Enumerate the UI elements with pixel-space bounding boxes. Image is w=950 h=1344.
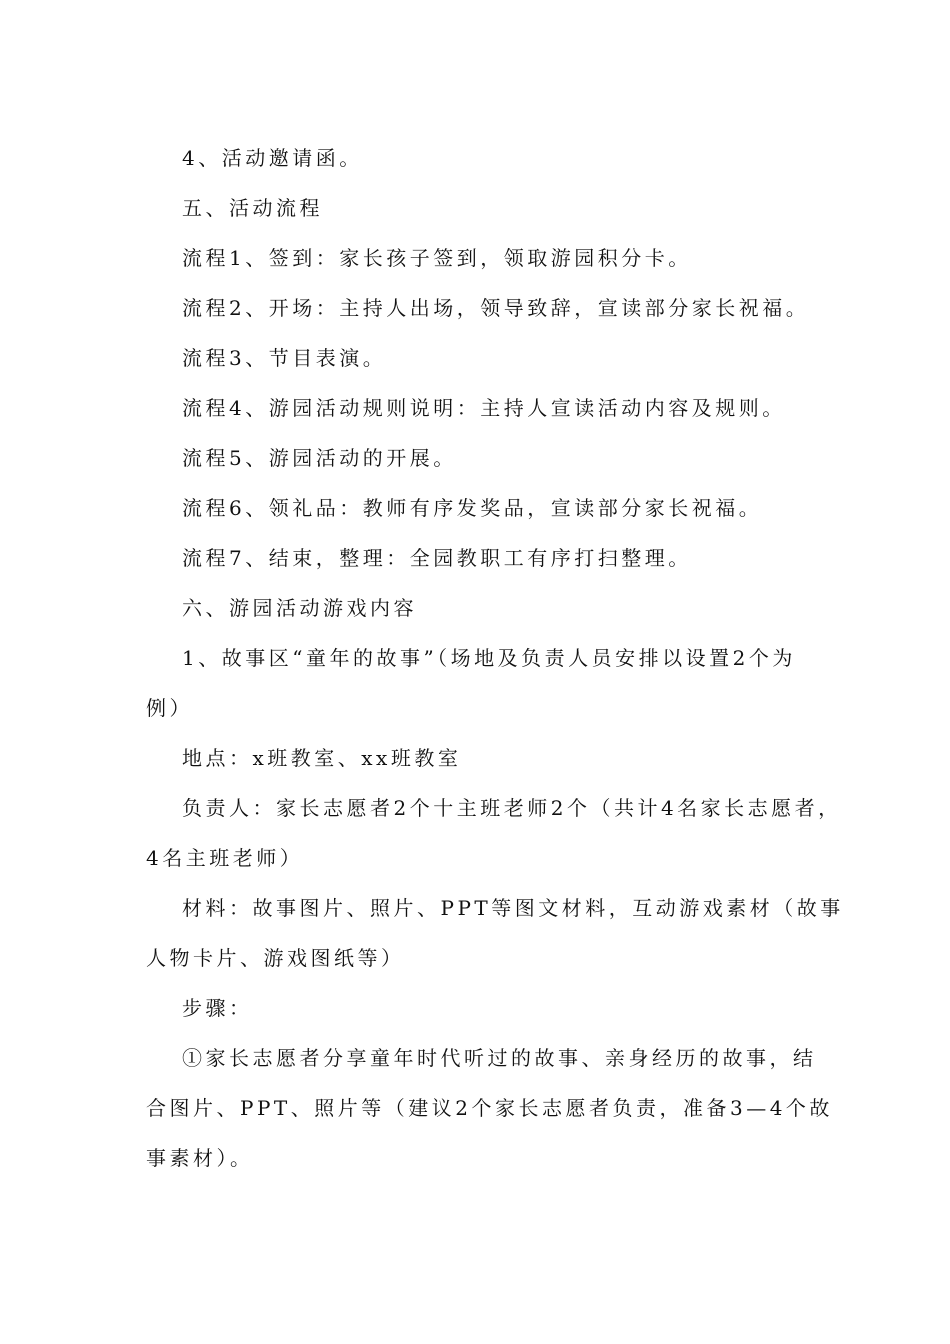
story-area-staff: 负责人：家长志愿者2个十主班老师2个（共计4名家长志愿者， bbox=[182, 796, 842, 820]
story-area-step-1-cont: 合图片、PPT、照片等（建议2个家长志愿者负责，准备3—4个故 bbox=[146, 1096, 833, 1120]
process-step-3: 流程3、节目表演。 bbox=[182, 346, 387, 370]
section-heading-games: 六、游园活动游戏内容 bbox=[182, 596, 417, 620]
process-step-2: 流程2、开场：主持人出场，领导致辞，宣读部分家长祝福。 bbox=[182, 296, 810, 320]
story-area-materials: 材料：故事图片、照片、PPT等图文材料，互动游戏素材（故事 bbox=[182, 896, 844, 920]
story-area-step-1-cont-2: 事素材）。 bbox=[146, 1146, 254, 1170]
section-heading-process: 五、活动流程 bbox=[182, 196, 323, 220]
story-area-materials-cont: 人物卡片、游戏图纸等） bbox=[146, 946, 405, 970]
story-area-location: 地点：x班教室、xx班教室 bbox=[182, 746, 462, 770]
process-step-6: 流程6、领礼品：教师有序发奖品，宣读部分家长祝福。 bbox=[182, 496, 763, 520]
story-area-title: 1、故事区“童年的故事”（场地及负责人员安排以设置2个为 bbox=[182, 646, 796, 670]
item-invitation: 4、活动邀请函。 bbox=[182, 146, 363, 170]
document-body bbox=[146, 133, 844, 1183]
story-area-steps-label: 步骤： bbox=[182, 996, 253, 1020]
process-step-1: 流程1、签到：家长孩子签到，领取游园积分卡。 bbox=[182, 246, 692, 270]
process-step-5: 流程5、游园活动的开展。 bbox=[182, 446, 457, 470]
process-step-4: 流程4、游园活动规则说明：主持人宣读活动内容及规则。 bbox=[182, 396, 786, 420]
story-area-title-cont: 例） bbox=[146, 696, 193, 720]
story-area-step-1: ①家长志愿者分享童年时代听过的故事、亲身经历的故事，结 bbox=[182, 1046, 817, 1070]
process-step-7: 流程7、结束，整理：全园教职工有序打扫整理。 bbox=[182, 546, 692, 570]
story-area-staff-cont: 4名主班老师） bbox=[146, 846, 304, 870]
